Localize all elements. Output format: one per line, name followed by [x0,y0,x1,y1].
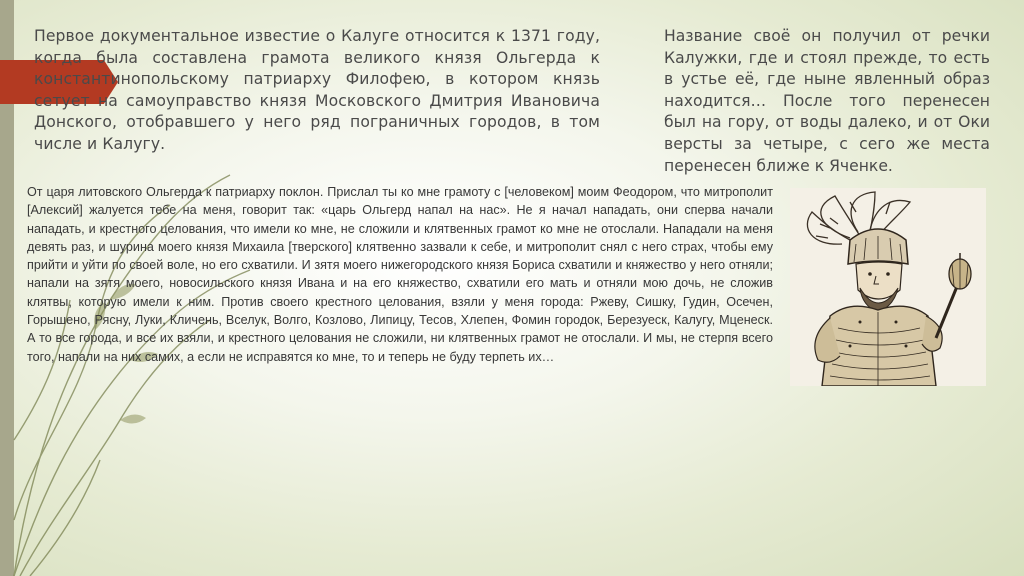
paragraph-top-right: Название своё он получил от речки Калужки, где и стоял прежде, то есть в устье её, где ныне явленный образ находится… После того перенесен был на гору, от воды далеко, и от Оки версты за четыре, с сего же места перенесен ближе к Яченке. [664,27,990,175]
quote-paragraph: От царя литовского Ольгерда к патриарху поклон. Прислал ты ко мне грамоту с [человеком] моим Феодором, что митрополит [Алексий] жалуется тебе на меня, говорит так: «царь Ольгерд напал на нас». Не я начал нападать, они сперва начали нападать, и крестного целования, что имели ко мне, не сложили и клятвенных грамот ко мне не отослали. Нападали на меня девять раз, и шурина моего князя Михаила [тверского] клятвенно зазвали к себе, и митрополит снял с него страх, чтобы ему прийти и уйти по своей воле, но его схватили. И зятя моего нижегородского князя Бориса схватили и княжество у него отняли; напали на зятя моего, новосильского князя Ивана и на его княжество, схватили его мать и отняли мою дочь, не сложив клятвы, которую имели к ним. Против своего крестного целования, взяли у меня города: Ржеву, Сишку, Гудин, Осечен, Горышено, Рясну, Луки, Кличень, Вселук, Волго, Козлово, Липицу, Тесов, Хлепен, Фомин городок, Березуеск, Калугу, Мценеск. А то все города, и все их взяли, и крестного целования не сложили, ни клятвенных грамот не отослали. И мы, не стерпя всего того, напали на них самих, а если не исправятся ко мне, то и теперь не буду терпеть их… [27,185,773,364]
paragraph-top-left: Первое документальное известие о Калуге относится к 1371 году, когда была составлена грамота великого князя Ольгерда к константинопольскому патриарху Филофею, в котором князь сетует на самоуправство князя Московского Дмитрия Ивановича Донского, отобравшего у него ряд пограничных городов, в том числе и Калугу. [34,27,600,153]
portrait-image [790,188,986,386]
armored-man-engraving-icon [790,188,986,386]
